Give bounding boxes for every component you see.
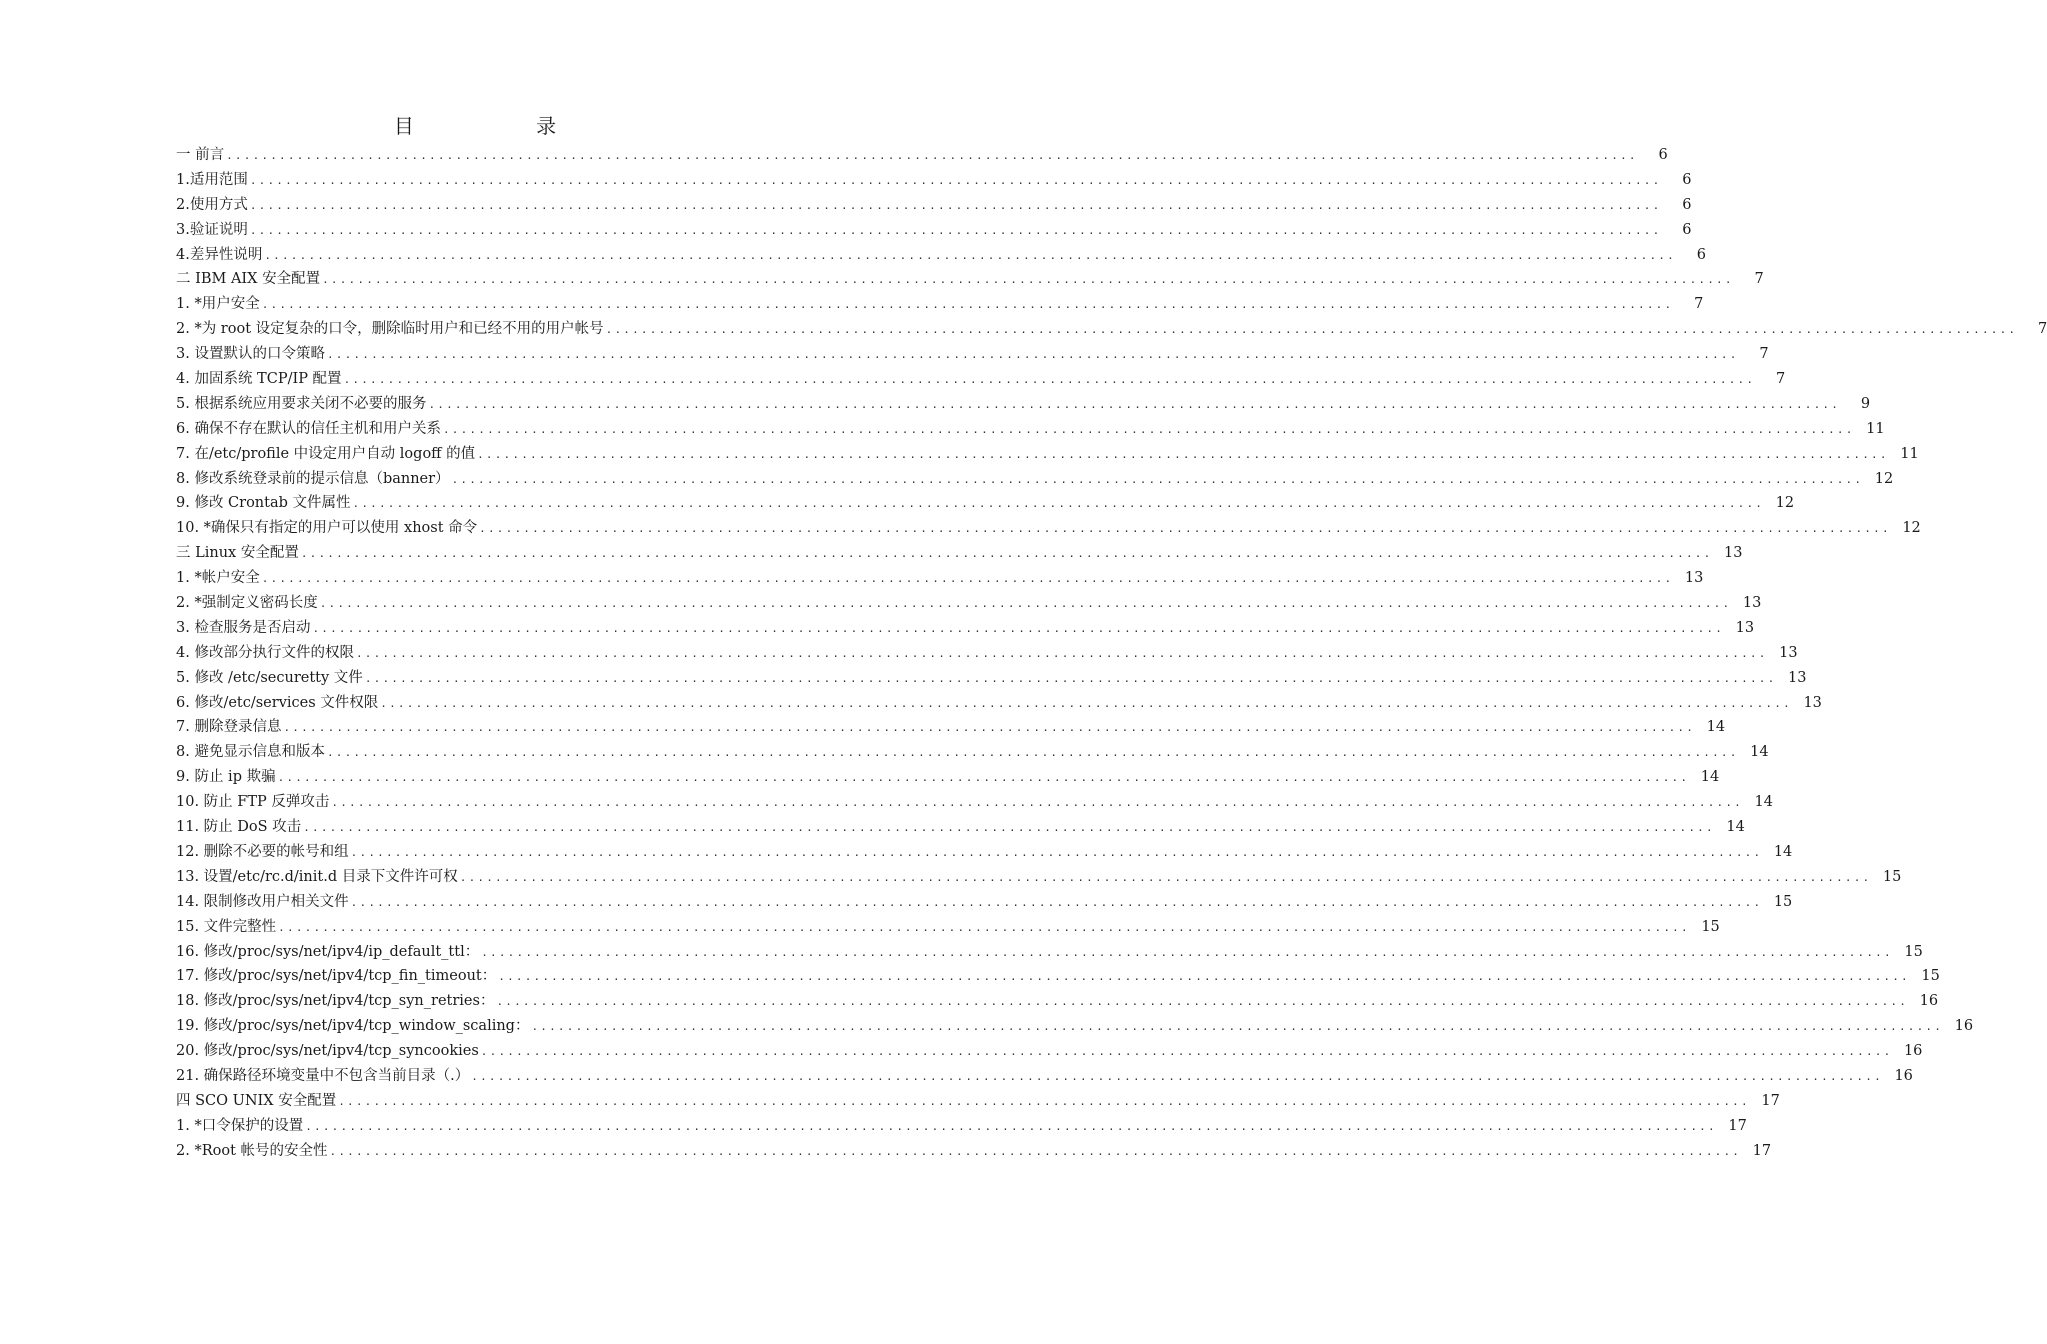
toc-entry[interactable]	[176, 1114, 1747, 1139]
toc-page-number: 12	[1775, 495, 1795, 512]
toc-entry[interactable]	[176, 616, 1755, 641]
toc-entry-text: 15. 文件完整性	[176, 918, 277, 935]
toc-leader-dots: ................................................................................................................................................................	[249, 173, 1662, 187]
toc-page-number: 13	[1803, 694, 1822, 711]
toc-entry-text: 3. 检查服务是否启动	[176, 619, 311, 636]
toc-entry[interactable]	[176, 243, 1706, 268]
toc-entry[interactable]	[176, 890, 1793, 915]
toc-leader-dots: ................................................................................................................................................................	[261, 298, 1674, 312]
toc-entry[interactable]	[176, 267, 1764, 292]
toc-entry[interactable]	[176, 715, 1726, 740]
toc-entry-text: 20. 修改/proc/sys/net/ipv4/tcp_syncookies	[176, 1043, 479, 1060]
toc-page-number: 7	[1694, 296, 1704, 313]
toc-entry[interactable]	[176, 342, 1769, 367]
toc-entry[interactable]	[176, 168, 1692, 193]
toc-entry-text: 17. 修改/proc/sys/net/ipv4/tcp_fin_timeout：	[176, 968, 497, 985]
toc-entry[interactable]	[176, 641, 1798, 666]
toc-leader-dots: ................................................................................................................................................................	[277, 771, 1690, 785]
toc-entry-text: 10. *确保只有指定的用户可以使用 xhost 命令	[176, 520, 478, 537]
toc-page-number: 13	[1724, 545, 1743, 562]
toc-leader-dots: ................................................................................................................................................................	[498, 970, 1910, 984]
toc-entry-text: 2.使用方式	[176, 196, 248, 213]
toc-entry[interactable]	[176, 790, 1773, 815]
toc-page-number: 14	[1700, 769, 1720, 786]
toc-entry-text: 1. *帐户安全	[176, 570, 260, 587]
toc-page-number: 12	[1902, 520, 1921, 537]
toc-leader-dots: ................................................................................................................................................................	[496, 995, 1909, 1009]
toc-entry[interactable]	[176, 367, 1786, 392]
toc-page-number: 6	[1696, 246, 1706, 263]
toc-leader-dots: ................................................................................................................................................................	[479, 522, 1891, 536]
toc-entry[interactable]	[176, 516, 1921, 541]
toc-leader-dots: ................................................................................................................................................................	[338, 1094, 1750, 1108]
toc-entry[interactable]	[176, 915, 1720, 940]
toc-leader-dots: ................................................................................................................................................................	[428, 397, 1841, 411]
toc-page-number: 15	[1921, 968, 1940, 985]
toc-page-number: 11	[1900, 445, 1919, 462]
toc-entry-text: 21. 确保路径环境变量中不包含当前目录（.）	[176, 1067, 470, 1084]
toc-entry[interactable]	[176, 765, 1720, 790]
toc-leader-dots: ................................................................................................................................................................	[605, 323, 2018, 337]
toc-leader-dots: ................................................................................................................................................................	[261, 572, 1674, 586]
toc-entry-text: 3.验证说明	[176, 221, 248, 238]
toc-entry-text: 四 SCO UNIX 安全配置	[176, 1092, 337, 1109]
toc-leader-dots: ................................................................................................................................................................	[303, 821, 1715, 835]
toc-entry-text: 3. 设置默认的口令策略	[176, 346, 325, 363]
toc-leader-dots: ................................................................................................................................................................	[319, 597, 1732, 611]
toc-entry-text: 7. 删除登录信息	[176, 719, 282, 736]
toc-entry-text: 9. 防止 ip 欺骗	[176, 769, 276, 786]
toc-page-number: 13	[1787, 669, 1807, 686]
toc-entry-text: 4. 修改部分执行文件的权限	[176, 644, 354, 661]
toc-page-number: 14	[1754, 794, 1773, 811]
toc-leader-dots: ................................................................................................................................................................	[331, 796, 1743, 810]
toc-page-number: 12	[1874, 470, 1894, 487]
toc-entry-text: 16. 修改/proc/sys/net/ipv4/ip_default_ttl：	[176, 943, 480, 960]
toc-entry[interactable]	[176, 989, 1939, 1014]
toc-entry[interactable]	[176, 815, 1745, 840]
toc-page-number: 15	[1701, 918, 1720, 935]
toc-entry-text: 6. 确保不存在默认的信任主机和用户关系	[176, 420, 441, 437]
toc-leader-dots: ................................................................................................................................................................	[350, 845, 1763, 859]
toc-leader-dots: ................................................................................................................................................................	[364, 671, 1777, 685]
toc-entry-text: 11. 防止 DoS 攻击	[176, 819, 302, 836]
toc-entry[interactable]	[176, 964, 1940, 989]
toc-entry-text: 1. *口令保护的设置	[176, 1117, 304, 1134]
toc-entry-text: 二 IBM AIX 安全配置	[176, 271, 321, 288]
toc-entry[interactable]	[176, 1089, 1780, 1114]
toc-leader-dots: ................................................................................................................................................................	[305, 1119, 1717, 1133]
toc-page-number: 14	[1726, 819, 1745, 836]
toc-entry-text: 一 前言	[176, 147, 225, 163]
toc-page-number: 16	[1894, 1067, 1913, 1084]
toc-entry[interactable]	[176, 292, 1704, 317]
toc-entry-text: 5. 根据系统应用要求关闭不必要的服务	[176, 395, 427, 412]
toc-entry[interactable]	[176, 392, 1871, 417]
toc-leader-dots: ................................................................................................................................................................	[329, 1144, 1742, 1158]
toc-leader-dots: ................................................................................................................................................................	[312, 621, 1725, 635]
toc-entry-text: 14. 限制修改用户相关文件	[176, 893, 349, 910]
toc-page-number: 6	[1682, 221, 1692, 238]
toc-leader-dots: ................................................................................................................................................................	[451, 472, 1864, 486]
toc-leader-dots: ................................................................................................................................................................	[531, 1020, 1944, 1034]
toc-leader-dots: ................................................................................................................................................................	[283, 721, 1696, 735]
toc-entry-text: 8. 修改系统登录前的提示信息（banner）	[176, 470, 450, 487]
toc-page-number: 6	[1682, 171, 1692, 188]
toc-entry-text: 9. 修改 Crontab 文件属性	[176, 495, 351, 512]
toc-page-number: 15	[1773, 893, 1793, 910]
toc-page-number: 17	[1752, 1142, 1772, 1159]
toc-entry-text: 10. 防止 FTP 反弹攻击	[176, 794, 330, 811]
toc-entry[interactable]	[176, 491, 1795, 516]
toc-entry[interactable]	[176, 691, 1822, 716]
toc-leader-dots: ................................................................................................................................................................	[278, 920, 1690, 934]
toc-entry-text: 12. 删除不必要的帐号和组	[176, 843, 349, 860]
toc-page-number: 6	[1682, 196, 1692, 213]
toc-entry-text: 8. 避免显示信息和版本	[176, 744, 325, 761]
toc-entry[interactable]	[176, 740, 1769, 765]
toc-entry-text: 4.差异性说明	[176, 246, 263, 263]
toc-entry-text: 19. 修改/proc/sys/net/ipv4/tcp_window_scaling：	[176, 1018, 530, 1035]
toc-entry-text: 4. 加固系统 TCP/IP 配置	[176, 371, 342, 388]
toc-entry[interactable]	[176, 317, 2047, 342]
toc-leader-dots: ................................................................................................................................................................	[380, 696, 1792, 710]
toc-page-number: 16	[1919, 993, 1939, 1010]
toc-entry-text: 三 Linux 安全配置	[176, 545, 299, 562]
toc-entry-text: 5. 修改 /etc/securetty 文件	[176, 669, 363, 686]
toc-entry[interactable]	[176, 193, 1692, 218]
toc-page-number: 6	[1658, 147, 1668, 163]
toc-page-number: 14	[1706, 719, 1726, 736]
toc-entry[interactable]	[176, 1039, 1923, 1064]
toc-leader-dots: ................................................................................................................................................................	[480, 1045, 1893, 1059]
toc-entry[interactable]	[176, 442, 1919, 467]
toc-entry[interactable]	[176, 417, 1885, 442]
toc-page-number: 16	[1954, 1018, 1974, 1035]
toc-page-number: 13	[1735, 619, 1755, 636]
toc-page-number: 15	[1904, 943, 1923, 960]
toc-page-number: 7	[1775, 371, 1786, 388]
toc-page-number: 17	[1728, 1117, 1747, 1134]
toc-leader-dots: ................................................................................................................................................................	[326, 746, 1739, 760]
toc-entry[interactable]	[176, 865, 1902, 890]
toc-entry[interactable]	[176, 467, 1894, 492]
toc-entry-text: 6. 修改/etc/services 文件权限	[176, 694, 379, 711]
toc-entry-text: 2. *强制定义密码长度	[176, 595, 318, 612]
toc-entry[interactable]	[176, 840, 1793, 865]
table-of-contents	[176, 143, 2047, 1164]
toc-entry[interactable]	[176, 218, 1692, 243]
toc-leader-dots: ................................................................................................................................................................	[355, 646, 1768, 660]
toc-entry-text: 7. 在/etc/profile 中设定用户自动 logoff 的值	[176, 445, 476, 462]
toc-leader-dots: ................................................................................................................................................................	[459, 870, 1872, 884]
toc-leader-dots: ................................................................................................................................................................	[264, 248, 1676, 262]
toc-entry[interactable]	[176, 940, 1923, 965]
toc-entry[interactable]	[176, 541, 1743, 566]
toc-page-number: 13	[1684, 570, 1704, 587]
toc-page-number: 11	[1866, 420, 1885, 437]
toc-page-number: 13	[1742, 595, 1762, 612]
toc-page-number: 17	[1761, 1092, 1780, 1109]
toc-entry[interactable]	[176, 1014, 1974, 1039]
toc-entry-text: 1.适用范围	[176, 171, 248, 188]
toc-title: 目 录	[393, 114, 615, 138]
toc-entry-text: 18. 修改/proc/sys/net/ipv4/tcp_syn_retries：	[176, 993, 495, 1010]
toc-entry-text: 2. *Root 帐号的安全性	[176, 1142, 328, 1159]
toc-leader-dots: ................................................................................................................................................................	[477, 447, 1889, 461]
toc-leader-dots: ................................................................................................................................................................	[226, 149, 1638, 162]
toc-entry[interactable]	[176, 591, 1762, 616]
toc-page-number: 7	[2038, 321, 2047, 338]
toc-page-number: 7	[1754, 271, 1764, 288]
toc-entry[interactable]	[176, 143, 1668, 168]
toc-leader-dots: ................................................................................................................................................................	[471, 1069, 1883, 1083]
toc-page-number: 9	[1860, 395, 1871, 412]
toc-leader-dots: ................................................................................................................................................................	[442, 422, 1855, 436]
toc-leader-dots: ................................................................................................................................................................	[350, 895, 1763, 909]
toc-entry[interactable]	[176, 1064, 1913, 1089]
toc-entry-text: 2. *为 root 设定复杂的口令，删除临时用户和已经不用的用户帐号	[176, 321, 604, 338]
toc-page-number: 7	[1759, 346, 1769, 363]
toc-entry[interactable]	[176, 566, 1704, 591]
toc-leader-dots: ................................................................................................................................................................	[300, 547, 1713, 561]
toc-leader-dots: ................................................................................................................................................................	[352, 497, 1765, 511]
toc-entry[interactable]	[176, 666, 1807, 691]
toc-leader-dots: ................................................................................................................................................................	[343, 373, 1756, 387]
toc-leader-dots: ................................................................................................................................................................	[249, 198, 1662, 212]
toc-entry-text: 1. *用户安全	[176, 296, 260, 313]
toc-page-number: 16	[1903, 1043, 1923, 1060]
toc-leader-dots: ................................................................................................................................................................	[481, 945, 1893, 959]
toc-page-number: 13	[1779, 644, 1798, 661]
toc-page-number: 15	[1882, 868, 1902, 885]
toc-entry[interactable]	[176, 1139, 1772, 1164]
toc-page-number: 14	[1750, 744, 1769, 761]
toc-leader-dots: ................................................................................................................................................................	[326, 348, 1739, 362]
toc-leader-dots: ................................................................................................................................................................	[249, 223, 1662, 237]
toc-page-number: 14	[1773, 843, 1793, 860]
toc-entry-text: 13. 设置/etc/rc.d/init.d 目录下文件许可权	[176, 868, 458, 885]
toc-leader-dots: ................................................................................................................................................................	[322, 273, 1734, 287]
